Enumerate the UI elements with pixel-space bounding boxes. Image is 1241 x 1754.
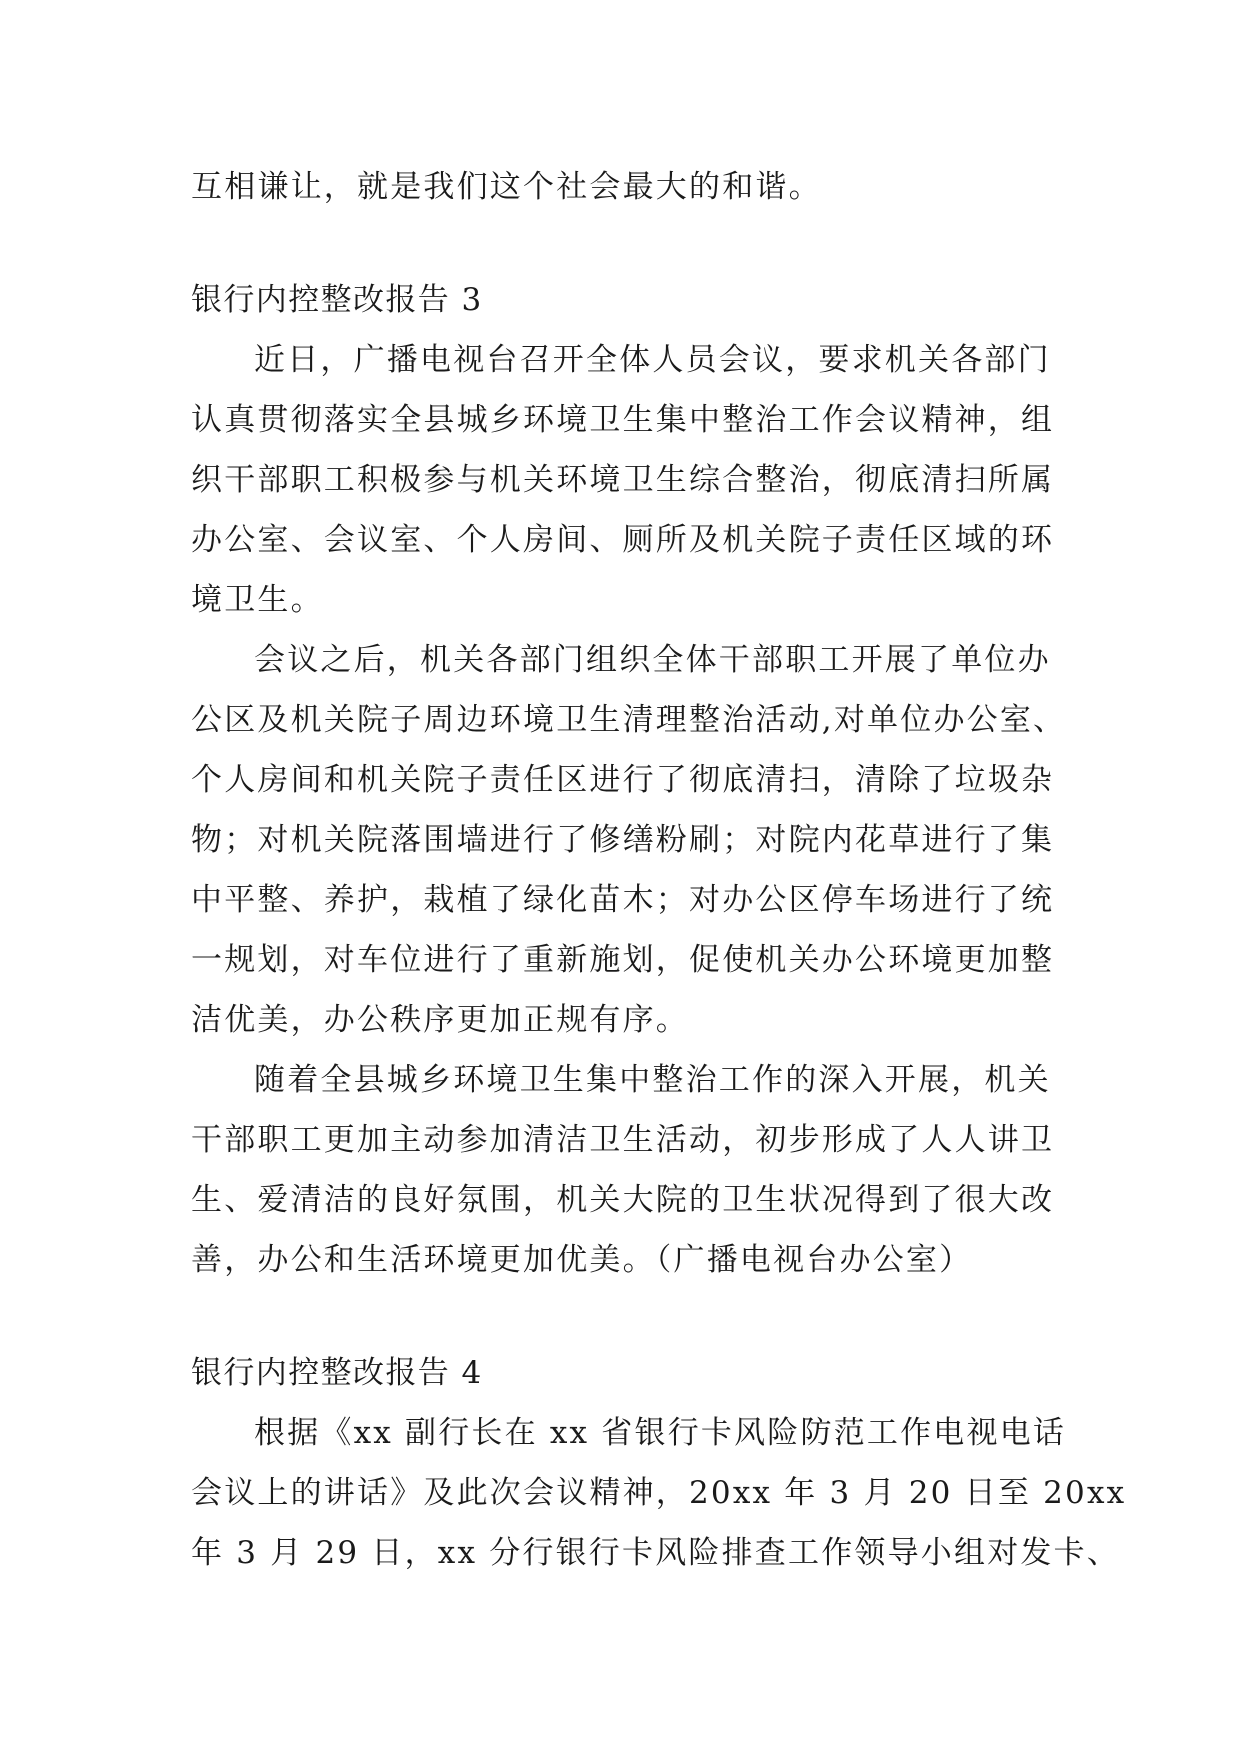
text-line: 干部职工更加主动参加清洁卫生活动，初步形成了人人讲卫	[191, 1122, 1055, 1158]
section-heading: 银行内控整改报告 4	[191, 1355, 483, 1391]
paragraph-first-line: 随着全县城乡环境卫生集中整治工作的深入开展，机关	[254, 1062, 1051, 1098]
text-line: 互相谦让，就是我们这个社会最大的和谐。	[191, 169, 822, 205]
text-line: 物；对机关院落围墙进行了修缮粉刷；对院内花草进行了集	[191, 822, 1055, 858]
paragraph-first-line: 会议之后，机关各部门组织全体干部职工开展了单位办	[254, 642, 1051, 678]
text-line: 公区及机关院子周边环境卫生清理整治活动,对单位办公室、	[191, 702, 1067, 738]
paragraph-first-line: 根据《xx 副行长在 xx 省银行卡风险防范工作电视电话	[254, 1415, 1067, 1451]
text-line: 中平整、养护，栽植了绿化苗木；对办公区停车场进行了统	[191, 882, 1055, 918]
text-line: 生、爱清洁的良好氛围，机关大院的卫生状况得到了很大改	[191, 1182, 1055, 1218]
text-line: 会议上的讲话》及此次会议精神，20xx 年 3 月 20 日至 20xx	[191, 1475, 1127, 1511]
text-line: 境卫生。	[191, 582, 324, 618]
text-line: 认真贯彻落实全县城乡环境卫生集中整治工作会议精神，组	[191, 402, 1055, 438]
text-line: 办公室、会议室、个人房间、厕所及机关院子责任区域的环	[191, 522, 1055, 558]
text-line: 善，办公和生活环境更加优美。（广播电视台办公室）	[191, 1242, 973, 1278]
text-line: 个人房间和机关院子责任区进行了彻底清扫，清除了垃圾杂	[191, 762, 1055, 798]
section-heading: 银行内控整改报告 3	[191, 282, 483, 318]
text-line: 织干部职工积极参与机关环境卫生综合整治，彻底清扫所属	[191, 462, 1055, 498]
text-line: 洁优美，办公秩序更加正规有序。	[191, 1002, 689, 1038]
text-line: 一规划，对车位进行了重新施划，促使机关办公环境更加整	[191, 942, 1055, 978]
paragraph-first-line: 近日，广播电视台召开全体人员会议，要求机关各部门	[254, 342, 1051, 378]
text-line: 年 3 月 29 日，xx 分行银行卡风险排查工作领导小组对发卡、	[191, 1535, 1121, 1571]
